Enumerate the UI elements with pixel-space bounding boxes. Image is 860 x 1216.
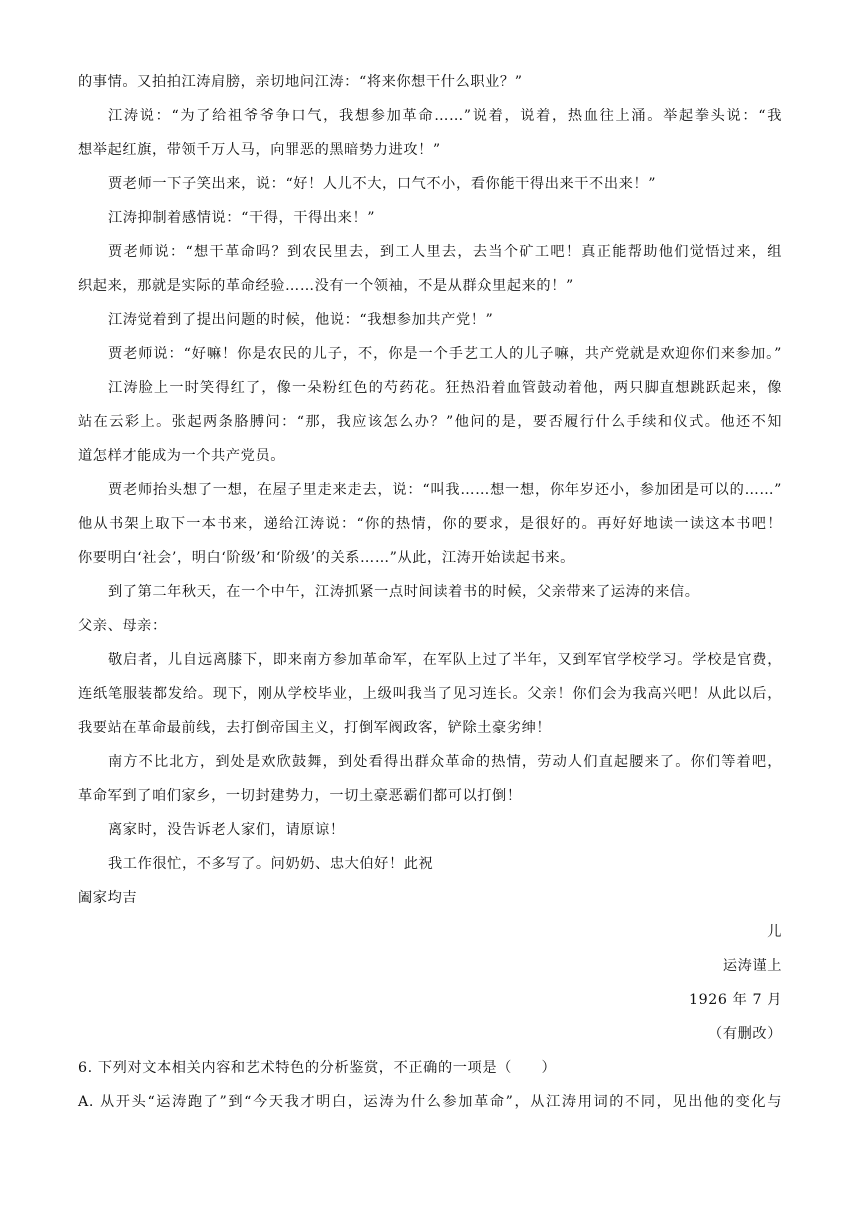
paragraph-line: 的事情。又拍拍江涛肩膀，亲切地问江涛：“将来你想干什么职业？” bbox=[78, 74, 523, 90]
letter-closing: 阖家均吉 bbox=[78, 890, 138, 906]
question-stem: 6. 下列对文本相关内容和艺术特色的分析鉴赏，不正确的一项是（ ） bbox=[78, 1060, 557, 1076]
letter-line: 革命军到了咱们家乡，一切封建势力，一切土豪恶霸们都可以打倒！ bbox=[78, 788, 522, 804]
letter-line: 我要站在革命最前线，去打倒帝国主义，打倒军阀政客，铲除土豪劣绅！ bbox=[78, 720, 552, 736]
paragraph-line: 你要明白‘社会’，明白‘阶级’和‘阶级’的关系……”从此，江涛开始读起书来。 bbox=[78, 550, 575, 566]
letter-line: 敬启者，儿自远离膝下，即来南方参加革命军，在军队上过了半年，又到军官学校学习。学校是官费， bbox=[108, 652, 782, 668]
paragraph-line: 站在云彩上。张起两条胳膊问：“那，我应该怎么办？”他问的是，要否履行什么手续和仪式。他还不知 bbox=[78, 414, 782, 430]
paragraph-line: 江涛觉着到了提出问题的时候，他说：“我想参加共产党！” bbox=[108, 312, 494, 328]
paragraph-line: 江涛抑制着感情说：“干得，干得出来！” bbox=[108, 210, 376, 226]
letter-date: 1926 年 7 月 bbox=[688, 992, 782, 1008]
paragraph-line: 想举起红旗，带领千万人马，向罪恶的黑暗势力进攻！” bbox=[78, 142, 441, 158]
question-option: A. 从开头“运涛跑了”到“今天我才明白，运涛为什么参加革命”，从江涛用词的不同，见出他的变化与 bbox=[78, 1094, 782, 1110]
letter-line: 我工作很忙，不多写了。问奶奶、忠大伯好！此祝 bbox=[108, 856, 434, 872]
paragraph-line: 贾老师说：“想干革命吗？到农民里去，到工人里去，去当个矿工吧！真正能帮助他们觉悟过来，组 bbox=[108, 244, 782, 260]
paragraph-line: 织起来，那就是实际的革命经验……没有一个领袖，不是从群众里起来的！” bbox=[78, 278, 574, 294]
paragraph-line: 道怎样才能成为一个共产党员。 bbox=[78, 448, 286, 464]
source-note: （有删改） bbox=[708, 1026, 782, 1042]
paragraph-line: 贾老师说：“好嘛！你是农民的儿子，不，你是一个手艺工人的儿子嘛，共产党就是欢迎你们来参加。” bbox=[108, 346, 782, 362]
letter-line: 南方不比北方，到处是欢欣鼓舞，到处看得出群众革命的热情，劳动人们直起腰来了。你们等着吧， bbox=[108, 754, 782, 770]
paragraph-line: 江涛脸上一时笑得红了，像一朵粉红色的芍药花。狂热沿着血管鼓动着他，两只脚直想跳跃起来，像 bbox=[108, 380, 782, 396]
paragraph-line: 贾老师抬头想了一想，在屋子里走来走去，说：“叫我……想一想，你年岁还小，参加团是可以的……” bbox=[108, 482, 782, 498]
paragraph-line: 到了第二年秋天，在一个中午，江涛抓紧一点时间读着书的时候，父亲带来了运涛的来信。 bbox=[108, 584, 700, 600]
paragraph-line: 他从书架上取下一本书来，递给江涛说：“你的热情，你的要求，是很好的。再好好地读一读这本书吧！ bbox=[78, 516, 782, 532]
letter-signature-line: 儿 bbox=[767, 924, 782, 940]
letter-salutation: 父亲、母亲： bbox=[78, 618, 167, 634]
paragraph-line: 江涛说：“为了给祖爷爷争口气，我想参加革命……”说着，说着，热血往上涌。举起拳头说：“我 bbox=[108, 108, 782, 124]
letter-signature-line: 运涛谨上 bbox=[722, 958, 782, 974]
paragraph-line: 贾老师一下子笑出来，说：“好！人儿不大，口气不小，看你能干得出来干不出来！” bbox=[108, 176, 657, 192]
letter-line: 离家时，没告诉老人家们，请原谅！ bbox=[108, 822, 345, 838]
letter-line: 连纸笔服装都发给。现下，刚从学校毕业，上级叫我当了见习连长。父亲！你们会为我高兴吧！从此以后， bbox=[78, 686, 782, 702]
